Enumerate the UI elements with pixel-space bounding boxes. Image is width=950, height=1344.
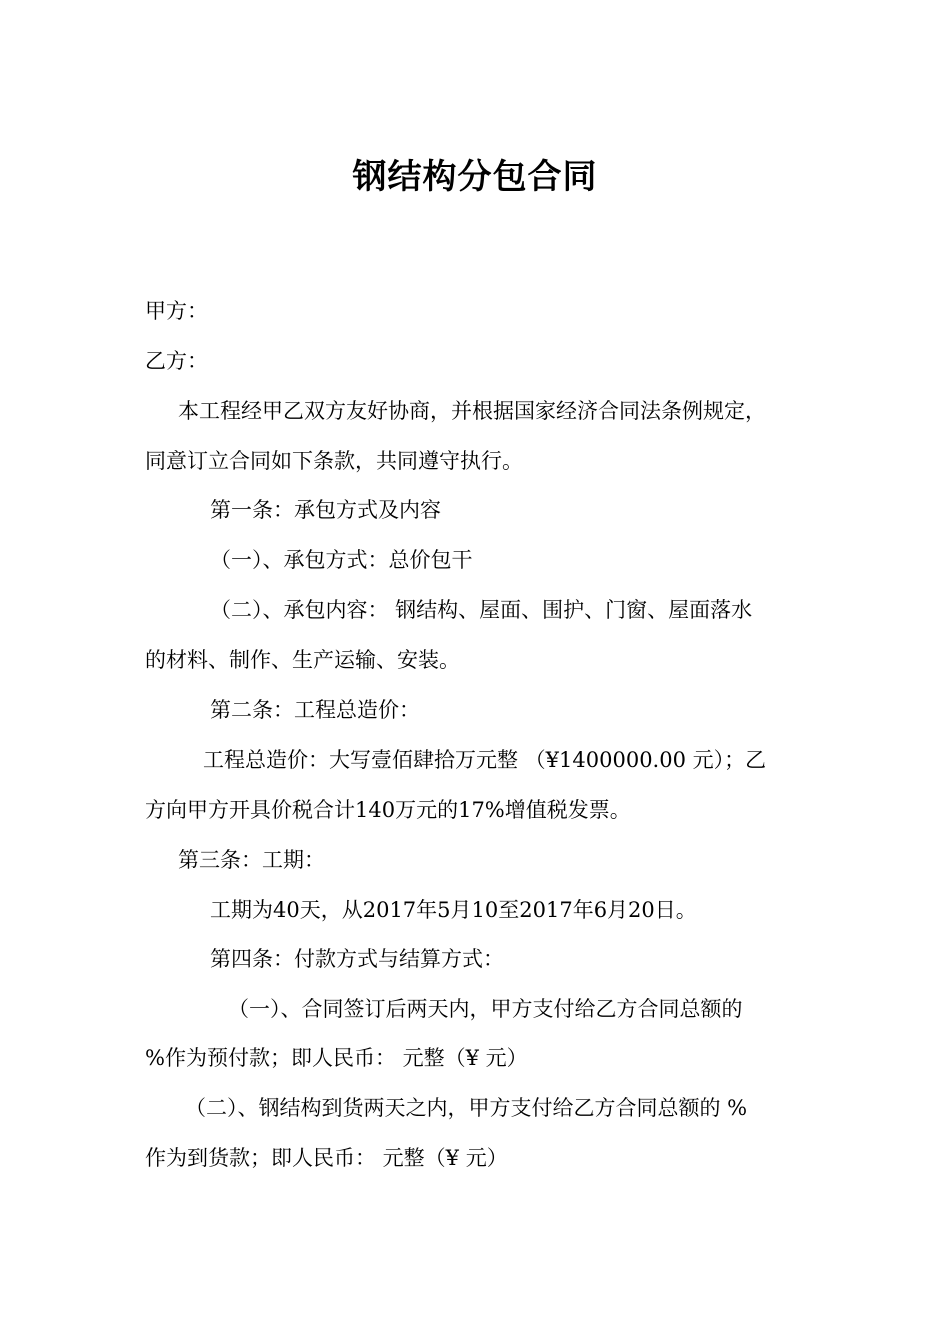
article-1-item-2-line-2: 的材料、制作、生产运输、安装。 [145, 648, 460, 672]
article-2-heading: 第二条：工程总造价： [210, 698, 420, 722]
article-4-item-2-line-1: （二）、钢结构到货两天之内，甲方支付给乙方合同总额的 % [185, 1096, 748, 1120]
article-4-heading: 第四条：付款方式与结算方式： [210, 947, 504, 971]
article-2-price-line-2: 方向甲方开具价税合计140万元的17%增值税发票。 [145, 798, 631, 822]
article-3-duration: 工期为40天，从2017年5月10至2017年6月20日。 [210, 898, 697, 922]
article-4-item-1-line-2: %作为预付款；即人民币： 元整（¥ 元） [145, 1046, 528, 1070]
article-4-item-1-line-1: （一）、合同签订后两天内，甲方支付给乙方合同总额的 [228, 997, 743, 1021]
article-1-heading: 第一条：承包方式及内容 [210, 498, 441, 522]
party-a-label: 甲方： [145, 299, 208, 323]
party-b-label: 乙方： [145, 349, 208, 373]
article-2-price-line-1: 工程总造价：大写壹佰肆拾万元整 （¥1400000.00 元）；乙 [203, 748, 767, 772]
article-4-item-2-line-2: 作为到货款；即人民币： 元整（¥ 元） [145, 1146, 508, 1170]
intro-line-1: 本工程经甲乙双方友好协商，并根据国家经济合同法条例规定， [178, 399, 766, 423]
page-title: 钢结构分包合同 [352, 157, 598, 197]
article-1-item-2-line-1: （二）、承包内容： 钢结构、屋面、围护、门窗、屋面落水 [210, 598, 753, 622]
intro-line-2: 同意订立合同如下条款，共同遵守执行。 [145, 449, 523, 473]
article-1-item-1: （一）、承包方式：总价包干 [210, 548, 473, 572]
article-3-heading: 第三条：工期： [178, 848, 325, 872]
